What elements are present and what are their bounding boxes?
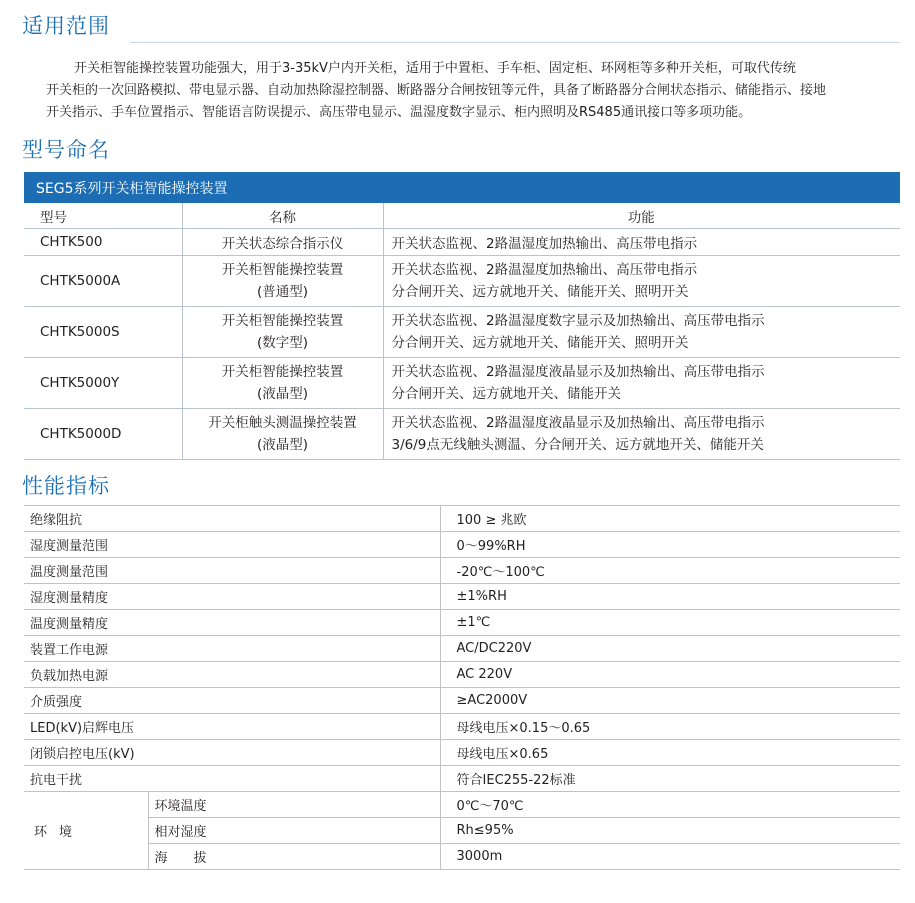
model-name: 开关柜触头测温操控装置 (液晶型) — [182, 409, 383, 460]
table-row — [24, 818, 900, 844]
spec-label: 温度测量范围 — [24, 558, 440, 584]
spec-label: 湿度测量范围 — [24, 532, 440, 558]
table-row — [24, 558, 900, 584]
table-row — [24, 844, 900, 870]
spec-value: ≥AC2000V — [440, 688, 900, 714]
spec-label: 环境温度 — [148, 792, 440, 818]
model-name: 开关状态综合指示仪 — [182, 229, 383, 256]
spec-value: 母线电压×0.65 — [440, 740, 900, 766]
table-row — [24, 792, 900, 818]
model-table-header — [24, 203, 900, 229]
table-row — [24, 256, 900, 307]
table-row — [24, 584, 900, 610]
table-row — [24, 307, 900, 358]
model-name: 开关柜智能操控装置 (普通型) — [182, 256, 383, 307]
spec-value: ±1℃ — [440, 610, 900, 636]
section-title-model: 型号命名 — [22, 138, 110, 162]
spec-label: 绝缘阻抗 — [24, 506, 440, 532]
intro-paragraph — [46, 58, 886, 124]
model-table-band — [24, 172, 900, 203]
series-title: SEG5系列开关柜智能操控装置 — [24, 172, 900, 203]
environment-label: 环境 — [24, 792, 148, 870]
model-name: 开关柜智能操控装置 (数字型) — [182, 307, 383, 358]
spec-value: AC/DC220V — [440, 636, 900, 662]
spec-label: LED(kV)启辉电压 — [24, 714, 440, 740]
spec-value: Rh≤95% — [440, 818, 900, 844]
model-function: 开关状态监视、2路温湿度加热输出、高压带电指示 — [383, 229, 900, 256]
table-row — [24, 766, 900, 792]
table-row — [24, 662, 900, 688]
spec-label: 抗电干扰 — [24, 766, 440, 792]
spec-label: 负载加热电源 — [24, 662, 440, 688]
spec-value: AC 220V — [440, 662, 900, 688]
spec-value: 符合IEC255-22标准 — [440, 766, 900, 792]
table-row — [24, 636, 900, 662]
header-name: 名称 — [182, 203, 383, 229]
intro-line: 开关指示、手车位置指示、智能语言防误提示、高压带电显示、温湿度数字显示、柜内照明及RS485通讯接口等多项功能。 — [46, 105, 752, 120]
header-model: 型号 — [24, 203, 182, 229]
spec-value: 3000m — [440, 844, 900, 870]
spec-value: 0～99%RH — [440, 532, 900, 558]
spec-label: 温度测量精度 — [24, 610, 440, 636]
table-row — [24, 358, 900, 409]
model-table — [24, 172, 900, 460]
spec-label: 湿度测量精度 — [24, 584, 440, 610]
table-row — [24, 740, 900, 766]
spec-label: 闭锁启控电压(kV) — [24, 740, 440, 766]
spec-value: 0℃～70℃ — [440, 792, 900, 818]
table-row — [24, 506, 900, 532]
section-title-scope: 适用范围 — [22, 14, 110, 38]
table-row — [24, 229, 900, 256]
spec-label: 海 拔 — [148, 844, 440, 870]
model-function: 开关状态监视、2路温湿度液晶显示及加热输出、高压带电指示 3/6/9点无线触头测温、分合闸开关、远方就地开关、储能开关 — [383, 409, 900, 460]
title-rule — [130, 42, 900, 43]
model-code: CHTK5000D — [24, 409, 182, 460]
spec-label: 介质强度 — [24, 688, 440, 714]
intro-line: 开关柜的一次回路模拟、带电显示器、自动加热除湿控制器、断路器分合闸按钮等元件，具备了断路器分合闸状态指示、储能指示、接地 — [46, 83, 827, 98]
table-row — [24, 409, 900, 460]
model-code: CHTK5000A — [24, 256, 182, 307]
table-row — [24, 714, 900, 740]
model-function: 开关状态监视、2路温湿度数字显示及加热输出、高压带电指示 分合闸开关、远方就地开关、储能开关、照明开关 — [383, 307, 900, 358]
model-function: 开关状态监视、2路温湿度液晶显示及加热输出、高压带电指示 分合闸开关、远方就地开关、储能开关 — [383, 358, 900, 409]
table-row — [24, 688, 900, 714]
model-name: 开关柜智能操控装置 (液晶型) — [182, 358, 383, 409]
spec-value: -20℃～100℃ — [440, 558, 900, 584]
intro-line: 开关柜智能操控装置功能强大，用于3-35kV户内开关柜，适用于中置柜、手车柜、固定柜、环网柜等多种开关柜，可取代传统 — [74, 61, 796, 76]
spec-label: 相对湿度 — [148, 818, 440, 844]
spec-value: 100 ≥ 兆欧 — [440, 506, 900, 532]
table-row — [24, 532, 900, 558]
model-function: 开关状态监视、2路温湿度加热输出、高压带电指示 分合闸开关、远方就地开关、储能开关、照明开关 — [383, 256, 900, 307]
spec-table — [24, 505, 900, 870]
spec-value: 母线电压×0.15～0.65 — [440, 714, 900, 740]
spec-label: 装置工作电源 — [24, 636, 440, 662]
section-title-performance: 性能指标 — [22, 474, 110, 498]
table-row — [24, 610, 900, 636]
header-function: 功能 — [383, 203, 900, 229]
model-code: CHTK500 — [24, 229, 182, 256]
model-code: CHTK5000S — [24, 307, 182, 358]
spec-value: ±1%RH — [440, 584, 900, 610]
model-code: CHTK5000Y — [24, 358, 182, 409]
